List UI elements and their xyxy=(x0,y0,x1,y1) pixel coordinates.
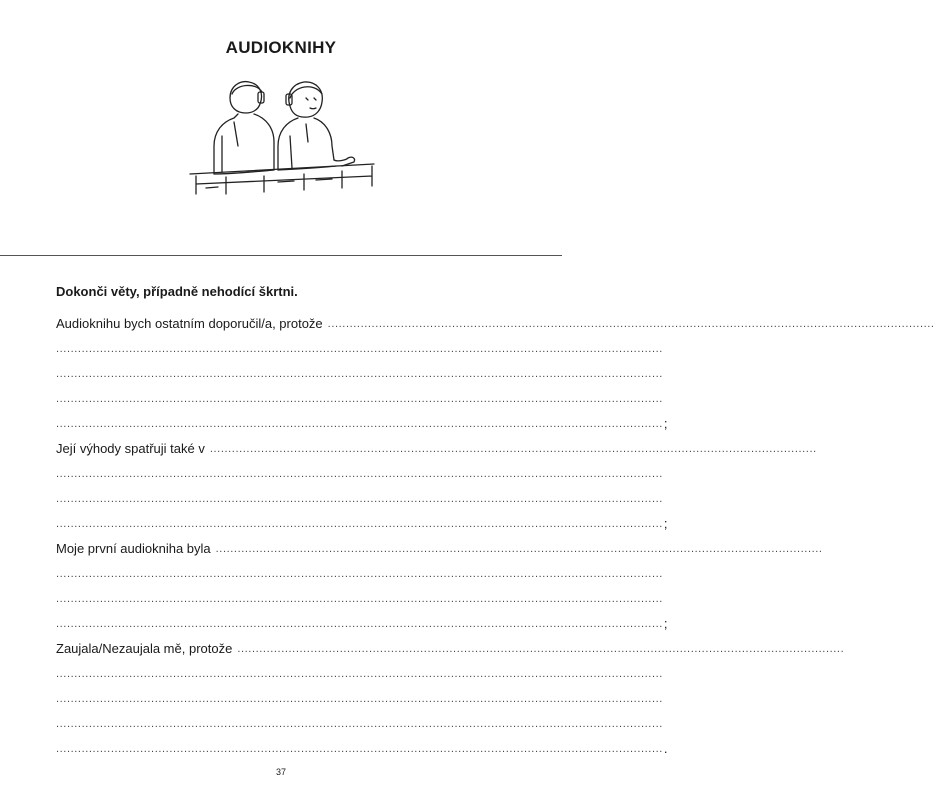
line-end-punctuation: ; xyxy=(663,516,668,531)
dotted-answer-line[interactable]: ...................................................................................................................................................................... xyxy=(56,493,663,505)
fill-in-row xyxy=(56,556,663,581)
fill-in-row xyxy=(56,681,663,706)
page-number: 37 xyxy=(275,767,286,777)
fill-in-row xyxy=(56,306,935,331)
dotted-answer-line[interactable]: ...................................................................................................................................................................... xyxy=(56,693,663,705)
dotted-answer-line[interactable]: ...................................................................................................................................................................... xyxy=(56,343,663,355)
dotted-answer-line[interactable]: ...................................................................................................................................................................... xyxy=(56,468,663,480)
dotted-answer-line[interactable]: ...................................................................................................................................................................... xyxy=(56,368,663,380)
dotted-answer-line[interactable]: ...................................................................................................................................................................... xyxy=(56,518,663,530)
dotted-answer-line[interactable]: ...................................................................................................................................................................... xyxy=(56,718,663,730)
fill-in-row xyxy=(56,381,663,406)
dotted-answer-line[interactable]: ...................................................................................................................................................................... xyxy=(56,593,663,605)
dotted-answer-line[interactable]: ...................................................................................................................................................................... xyxy=(56,618,663,630)
fill-in-row xyxy=(56,506,668,531)
dotted-answer-line[interactable]: ...................................................................................................................................................................... xyxy=(56,393,663,405)
dotted-answer-line[interactable]: ...................................................................................................................................................................... xyxy=(56,668,663,680)
fill-in-lines xyxy=(56,306,935,756)
dotted-answer-line[interactable]: ...................................................................................................................................................................... xyxy=(209,443,817,455)
fill-in-row xyxy=(56,731,668,756)
dotted-answer-line[interactable]: ...................................................................................................................................................................... xyxy=(56,418,663,430)
instruction-text: Dokonči věty, případně nehodící škrtni. xyxy=(56,284,298,299)
dotted-answer-line[interactable]: ...................................................................................................................................................................... xyxy=(56,743,663,755)
section-divider xyxy=(0,255,562,256)
fill-in-row xyxy=(56,456,663,481)
fill-in-row xyxy=(56,531,823,556)
dotted-answer-line[interactable]: ...................................................................................................................................................................... xyxy=(215,543,823,555)
line-end-punctuation: ; xyxy=(663,416,668,431)
sentence-prompt: Zaujala/Nezaujala mě, protože xyxy=(56,641,233,656)
sentence-prompt: Audioknihu bych ostatním doporučil/a, protože xyxy=(56,316,323,331)
two-children-with-headphones-illustration xyxy=(186,76,378,194)
fill-in-row xyxy=(56,356,663,381)
fill-in-row xyxy=(56,481,663,506)
dotted-answer-line[interactable]: ...................................................................................................................................................................... xyxy=(237,643,845,655)
dotted-answer-line[interactable]: ...................................................................................................................................................................... xyxy=(56,568,663,580)
fill-in-row xyxy=(56,656,663,681)
line-end-punctuation: ; xyxy=(663,616,668,631)
fill-in-row xyxy=(56,631,845,656)
fill-in-row xyxy=(56,581,663,606)
line-end-punctuation: . xyxy=(663,741,668,756)
page-title: AUDIOKNIHY xyxy=(225,38,337,57)
fill-in-row xyxy=(56,331,663,356)
fill-in-row xyxy=(56,606,668,631)
fill-in-row xyxy=(56,406,668,431)
sentence-prompt: Její výhody spatřuji také v xyxy=(56,441,205,456)
fill-in-row xyxy=(56,431,817,456)
dotted-answer-line[interactable]: ...................................................................................................................................................................... xyxy=(327,318,935,330)
sentence-prompt: Moje první audiokniha byla xyxy=(56,541,211,556)
fill-in-row xyxy=(56,706,663,731)
